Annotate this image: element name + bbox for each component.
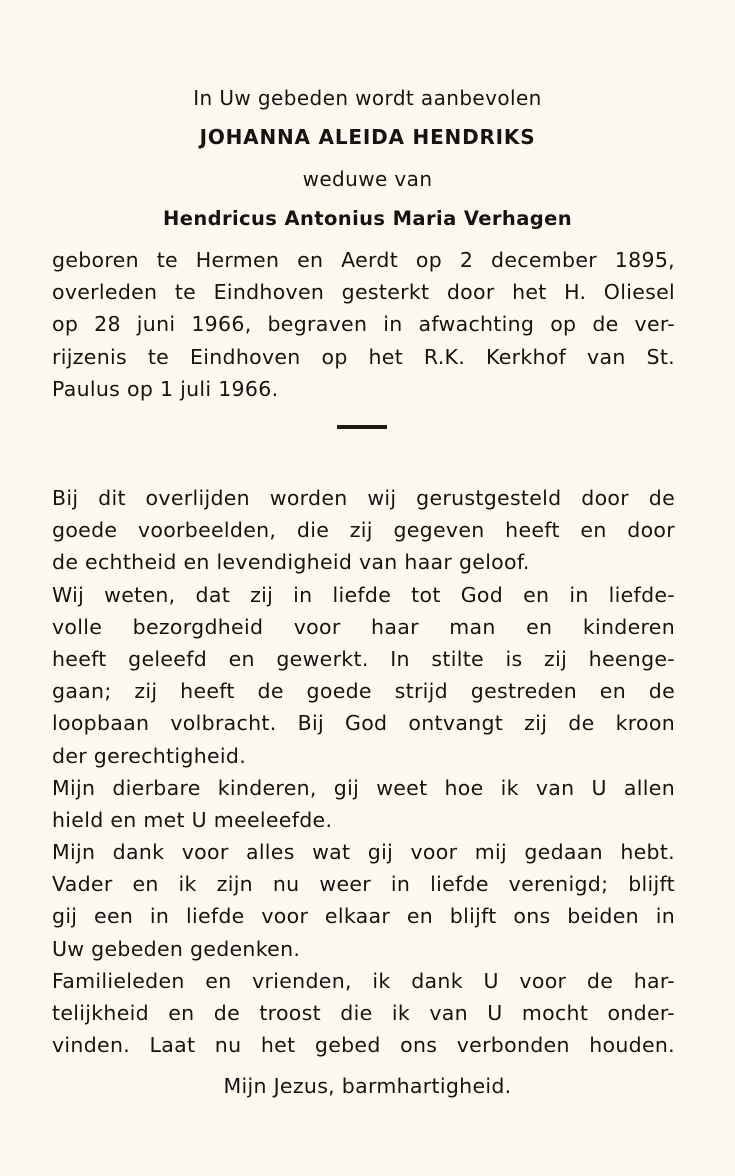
memorial-line: hield en met U meeleefde. [52,807,333,832]
biography-line: geboren te Hermen en Aerdt op 2 december 1895, [52,248,675,272]
widow-of-line: weduwe van [302,167,433,191]
memorial-line: Mijn dierbare kinderen, gij weet hoe ik van U allen [52,775,675,800]
memorial-line: Vader en ik zijn nu weer in liefde verenigd; blijft [52,872,675,897]
memorial-line: der gerechtigheid. [52,743,247,768]
memorial-line: Bij dit overlijden worden wij gerustgesteld door de [52,486,675,510]
memorial-line: heeft geleefd en gewerkt. In stilte is zij heenge- [52,646,675,671]
memorial-line: Wij weten, dat zij in liefde tot God en in liefde- [52,582,675,607]
biography-line: op 28 juni 1966, begraven in afwachting op de ver- [52,312,675,337]
memorial-text [52,482,675,1061]
biography-line: rijzenis te Eindhoven op het R.K. Kerkhof van St. [52,344,675,369]
memorial-line: Mijn dank voor alles wat gij voor mij gedaan hebt. [52,840,675,865]
memorial-line: gij een in liefde voor elkaar en blijft ons beiden in [52,904,675,929]
memorial-line: Uw gebeden gedenken. [52,936,301,961]
memorial-line: de echtheid en levendigheid van haar geloof. [52,550,530,575]
memorial-line: volle bezorgdheid voor haar man en kinderen [52,614,675,639]
memorial-line: vinden. Laat nu het gebed ons verbonden houden. [52,1033,675,1058]
biography-paragraph [52,244,675,405]
closing-prayer: Mijn Jezus, barmhartigheid. [223,1074,512,1098]
memorial-line: loopbaan volbracht. Bij God ontvangt zij de kroon [52,711,675,736]
memorial-line: Familieleden en vrienden, ik dank U voor de har- [52,968,675,993]
husband-name: Hendricus Antonius Maria Verhagen [162,207,573,230]
memorial-line: telijkheid en de troost die ik van U mocht onder- [52,1001,675,1025]
divider-rule [337,425,387,429]
deceased-name: JOHANNA ALEIDA HENDRIKS [199,125,536,149]
memorial-line: gaan; zij heeft de goede strijd gestreden en de [52,679,675,704]
biography-line: Paulus op 1 juli 1966. [52,376,279,401]
intro-line: In Uw gebeden wordt aanbevolen [193,86,542,110]
biography-line: overleden te Eindhoven gesterkt door het H. Oliesel [52,280,675,305]
memorial-line: goede voorbeelden, die zij gegeven heeft en door [52,518,675,543]
